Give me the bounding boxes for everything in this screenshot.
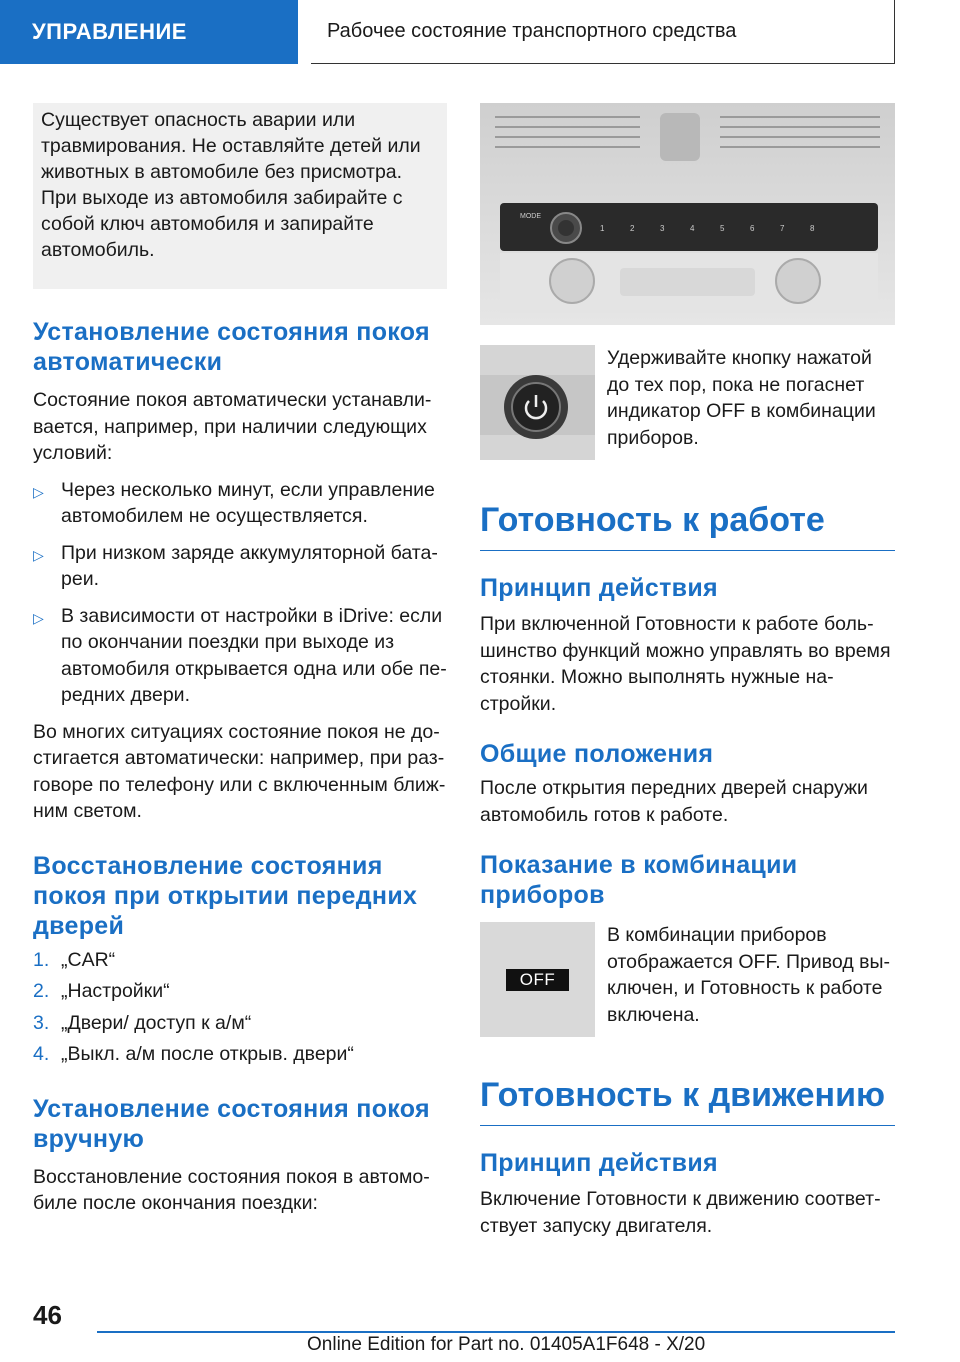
step-text: „Выкл. а/м после открыв. двери“ — [61, 1043, 354, 1065]
off-indicator-figure — [480, 922, 895, 1037]
bullet-text: Через несколько минут, если управление автомобилем не осуществляется. — [61, 478, 435, 527]
section-title: УПРАВЛЕНИЕ — [32, 19, 187, 44]
ready-to-drive-title: Готовность к движению — [480, 1075, 895, 1126]
ready-drive-principle-heading: Принцип действия — [480, 1149, 718, 1177]
step-text: „Двери/ доступ к а/м“ — [61, 1011, 252, 1034]
list-item — [33, 477, 447, 530]
manual-rest-heading: Установление состояния покоя вручную — [33, 1094, 430, 1153]
preset-label: 3 — [660, 224, 665, 233]
general-text: После открытия передних дверей снаружи автомобиль готов к работе. — [480, 777, 868, 826]
preset-label: 8 — [810, 224, 815, 233]
dashboard-illustration — [480, 103, 895, 325]
auto-rest-after: Во многих ситуациях состояние покоя не достигается автоматически: например, при разговоре по телефону или с включенным ближним светом. — [33, 720, 446, 822]
list-item — [33, 978, 447, 1005]
display-heading: Показание в комбинации приборов — [480, 851, 798, 909]
list-item — [33, 1010, 447, 1037]
triangle-bullet-icon: ▷ — [33, 609, 44, 626]
ready-work-principle-text: При включенной Готовности к работе большинство функций можно управлять во время стоянки. Можно выполнять нужные настройки. — [480, 613, 891, 715]
page-number: 46 — [33, 1300, 62, 1330]
auto-rest-heading: Установление состояния покоя автоматически — [33, 318, 430, 376]
left-column — [33, 103, 447, 1217]
preset-label: 7 — [780, 224, 785, 233]
preset-label: 4 — [690, 224, 695, 233]
ready-work-principle-heading: Принцип действия — [480, 574, 718, 602]
preset-label: 1 — [600, 224, 605, 233]
step-text: „CAR“ — [61, 948, 116, 971]
step-number: 1. — [33, 948, 50, 971]
list-item — [33, 947, 447, 974]
display-text: В комбинации приборов отображается OFF. Привод выключен, и Готовность к работе включена. — [607, 924, 891, 1026]
power-button-caption: Удерживайте кнопку нажатой до тех пор, пока не погаснет индикатор OFF в комбинации приборов. — [607, 347, 876, 449]
list-item — [33, 1041, 447, 1068]
step-number: 4. — [33, 1043, 50, 1065]
list-item — [33, 603, 447, 709]
warning-text: Существует опасность аварии или травмирования. Не оставляйте детей или животных в автомобиле без присмотра. При выходе из автомобиля забирайте с собой ключ автомобиля и запирайте автомобиль. — [41, 109, 421, 261]
step-text: „Настройки“ — [61, 980, 170, 1002]
list-item — [33, 540, 447, 593]
step-number: 3. — [33, 1011, 50, 1034]
steps-list — [33, 947, 447, 1068]
mode-label: MODE — [520, 213, 541, 220]
triangle-bullet-icon: ▷ — [33, 483, 44, 500]
restore-doors-heading: Восстановление состояния покоя при открытии передних дверей — [33, 851, 418, 940]
ready-to-work-title: Готовность к работе — [480, 500, 895, 551]
general-heading: Общие положения — [480, 740, 714, 768]
auto-rest-intro: Состояние покоя автоматически устанавливается, например, при наличии следующих условий: — [33, 389, 432, 464]
edition-text: Online Edition for Part no. 01405A1F648 - X/20 — [307, 1334, 706, 1355]
preset-label: 6 — [750, 224, 755, 233]
preset-label: 2 — [630, 224, 635, 233]
power-icon — [480, 345, 595, 460]
step-number: 2. — [33, 980, 50, 1002]
ready-drive-principle-text: Включение Готовности к движению соответствует запуску двигателя. — [480, 1188, 881, 1237]
section-tab — [0, 0, 298, 64]
off-indicator-image — [480, 922, 595, 1037]
media-panel-photo — [480, 103, 895, 325]
chapter-header — [311, 0, 895, 64]
power-button-figure — [480, 345, 895, 460]
right-column — [480, 103, 895, 1239]
preset-label: 5 — [720, 224, 725, 233]
off-badge: OFF — [506, 969, 570, 991]
warning-box — [33, 103, 447, 289]
footer-divider — [97, 1331, 895, 1333]
power-button-photo — [480, 345, 595, 460]
triangle-bullet-icon: ▷ — [33, 546, 44, 563]
bullet-text: При низком заряде аккумуляторной батареи. — [61, 541, 438, 590]
bullet-text: В зависимости от настройки в iDrive: если по окончании поездки при выходе из автомобиля открывается одна или обе передних двери. — [61, 604, 447, 706]
manual-rest-text: Восстановление состояния покоя в автомобиле после окончания поездки: — [33, 1165, 430, 1214]
chapter-title: Рабочее состояние транспортного средства — [327, 20, 737, 42]
